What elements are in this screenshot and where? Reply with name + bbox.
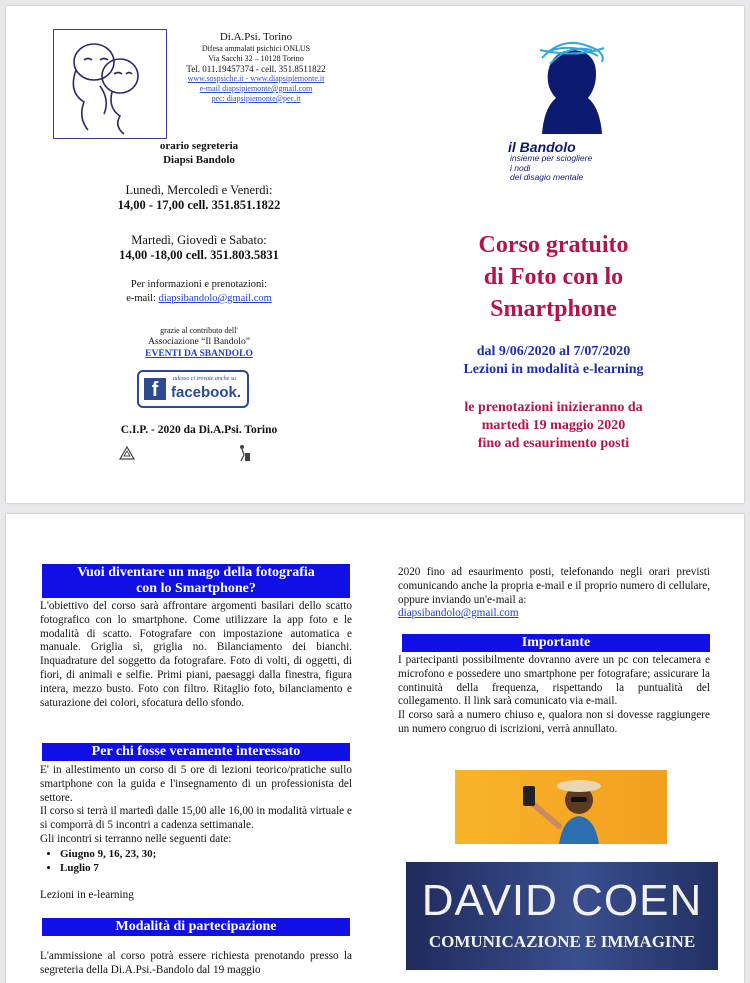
hours-1: 14,00 - 17,00 cell. 351.851.1822 xyxy=(117,198,281,212)
flyer-cover-page xyxy=(6,6,744,503)
flyer-inner-page xyxy=(6,514,744,983)
bandolo-logo xyxy=(508,38,648,166)
section-important-heading: Importante xyxy=(402,634,710,652)
booking-line-1: le prenotazioni inizieranno da xyxy=(464,400,643,415)
bandolo-head-icon xyxy=(532,38,612,138)
cip-line: C.I.P. - 2020 da Di.A.Psi. Torino xyxy=(120,424,278,436)
course-title xyxy=(426,229,681,325)
section-participation-heading: Modalità di partecipazione xyxy=(42,918,350,936)
info-email-line xyxy=(76,292,322,306)
selfie-photo xyxy=(455,770,667,844)
section-important-body xyxy=(398,654,710,737)
s2-text-2: Il corso si terrà il martedì dalle 15,00 alle 16,00 in modalità virtuale e si comporrà di 5 incontri a cadenza settimanale. xyxy=(40,805,352,832)
facebook-small-text: adesso ci trovate anche su xyxy=(173,376,237,382)
david-coen-banner xyxy=(406,862,718,970)
course-dates-list xyxy=(40,847,352,875)
secretariat-line2: Diapsi Bandolo xyxy=(163,154,235,166)
org-header xyxy=(156,31,356,104)
section-interested-heading: Per chi fosse veramente interessato xyxy=(42,743,350,761)
banner-subtitle: COMUNICAZIONE E IMMAGINE xyxy=(428,932,696,951)
mode-line: Lezioni in modalità e-learning xyxy=(463,362,644,377)
title-line-2: di Foto con lo xyxy=(483,264,624,290)
booking-email-link[interactable]: diapsibandolo@gmail.com xyxy=(158,293,272,304)
events-link[interactable]: EVENTI DA SBANDOLO xyxy=(145,349,253,359)
bin-icon xyxy=(239,444,251,467)
org-subtitle: Difesa ammalati psichici ONLUS xyxy=(201,44,311,53)
contrib-block xyxy=(86,326,312,360)
org-address: Via Sacchi 32 – 10128 Torino xyxy=(208,54,304,63)
booking-info xyxy=(426,399,681,453)
diapsi-logo xyxy=(53,29,167,139)
col2-email-link[interactable]: diapsibandolo@gmail.com xyxy=(398,607,519,620)
bandolo-name: il Bandolo xyxy=(508,139,576,155)
col2-text: 2020 fino ad esaurimento posti, telefonando negli orari previsti comunicando anche la propria e-mail e il proprio numero di cellulare, oppure inviando un'e-mail a: xyxy=(398,566,710,606)
s2-text-3: Gli incontri si terranno nelle seguenti date: xyxy=(40,832,232,845)
contrib-line1: grazie al contributo dell' xyxy=(160,326,238,335)
hours-block-1 xyxy=(76,183,322,213)
recycle-icon xyxy=(119,446,135,465)
s1-title-2: con lo Smartphone? xyxy=(136,581,256,596)
email-label: e-mail: xyxy=(126,293,159,304)
info-block xyxy=(76,278,322,306)
s1-title-1: Vuoi diventare un mago della fotografia xyxy=(77,565,315,580)
tagline-2: i nodi xyxy=(510,162,531,173)
days-2: Martedì, Giovedì e Sabato: xyxy=(131,233,267,247)
info-label: Per informazioni e prenotazioni: xyxy=(130,279,268,290)
booking-line-3: fino ad esaurimento posti xyxy=(477,436,630,451)
hours-2: 14,00 -18,00 cell. 351.803.5831 xyxy=(119,248,279,262)
date-item: • Giugno 9, 16, 23, 30; xyxy=(60,847,352,861)
days-1: Lunedì, Mercoledì e Venerdì: xyxy=(125,183,273,197)
org-web-link[interactable]: www.sospsiche.it - www.diapsipiemonte.it xyxy=(187,74,325,83)
org-phone: Tel. 011.19457374 - cell. 351.8511822 xyxy=(186,64,326,74)
course-dates xyxy=(426,343,681,379)
s4-text-1: I partecipanti possibilmente dovranno avere un pc con telecamera e microfono e possedere uno smartphone per fotografare; assicurare la continuità della frequenza, rispettando la puntualità del collegamento. Il link sarà comunicato via e-mail. xyxy=(398,654,710,708)
booking-line-2: martedì 19 maggio 2020 xyxy=(481,418,626,433)
s2-text-4: Lezioni in e-learning xyxy=(40,888,134,901)
date-item: • Luglio 7 xyxy=(60,861,352,875)
title-line-3: Smartphone xyxy=(490,296,617,322)
s2-text-1: E' in allestimento un corso di 5 ore di lezioni teorico/pratiche sullo smartphone con la guida e l'insegnamento di un professionista del settore. xyxy=(40,764,352,804)
secretariat-line1: orario segreteria xyxy=(159,140,239,152)
facebook-label: facebook. xyxy=(171,384,242,401)
org-email-link[interactable]: e-mail diapsipiemonte@gmail.com xyxy=(199,84,313,93)
section-magician-text: L'obiettivo del corso sarà affrontare argomenti basilari dello scatto fotografico con lo smartphone. Come utilizzare la app foto e le modalità di scatto. Fotografare con impostazione automatica e manuale. Griglia sì, griglia no. Bilanciamento dei bianchi. Inquadrature del soggetto da fotografare. Foto di volti, di oggetti, di fiori, di animali e selfie. Primi piani, paesaggi dalla finestra, figura intera, mezzo busto. Foto con filtro. Ritaglio foto, bilanciamento e saturazione dei colori, sfocatura dello sfondo. xyxy=(40,600,352,709)
secretariat-heading xyxy=(86,139,312,167)
bandolo-tagline xyxy=(510,154,650,183)
title-line-1: Corso gratuito xyxy=(478,232,629,258)
org-name: Di.A.Psi. Torino xyxy=(219,31,293,43)
tagline-3: del disagio mentale xyxy=(510,172,584,182)
column2-continuation xyxy=(398,566,710,621)
banner-name: DAVID COEN xyxy=(421,876,703,925)
hours-block-2 xyxy=(76,233,322,263)
section-interested-body xyxy=(40,764,352,903)
s4-text-2: Il corso sarà a numero chiuso e, qualora non si dovesse raggiungere un numero congruo di iscrizioni, verrà annullato. xyxy=(398,709,710,735)
selfie-image-icon xyxy=(455,770,667,844)
org-pec-link[interactable]: pec: diapsipiemonte@pec.it xyxy=(211,94,301,103)
section-participation-text: L'ammissione al corso potrà essere richiesta prenotando presso la segreteria della Di.A.Psi.-Bandolo dal 19 maggio xyxy=(40,950,352,976)
facebook-badge[interactable] xyxy=(137,370,249,408)
facebook-f-icon: f xyxy=(144,378,166,400)
contrib-line2: Associazione “Il Bandolo” xyxy=(148,337,250,347)
tagline-1: insieme per sciogliere xyxy=(510,153,593,163)
dates-line: dal 9/06/2020 al 7/07/2020 xyxy=(476,344,631,359)
faces-logo-icon xyxy=(54,30,165,137)
section-magician-heading xyxy=(42,564,350,598)
